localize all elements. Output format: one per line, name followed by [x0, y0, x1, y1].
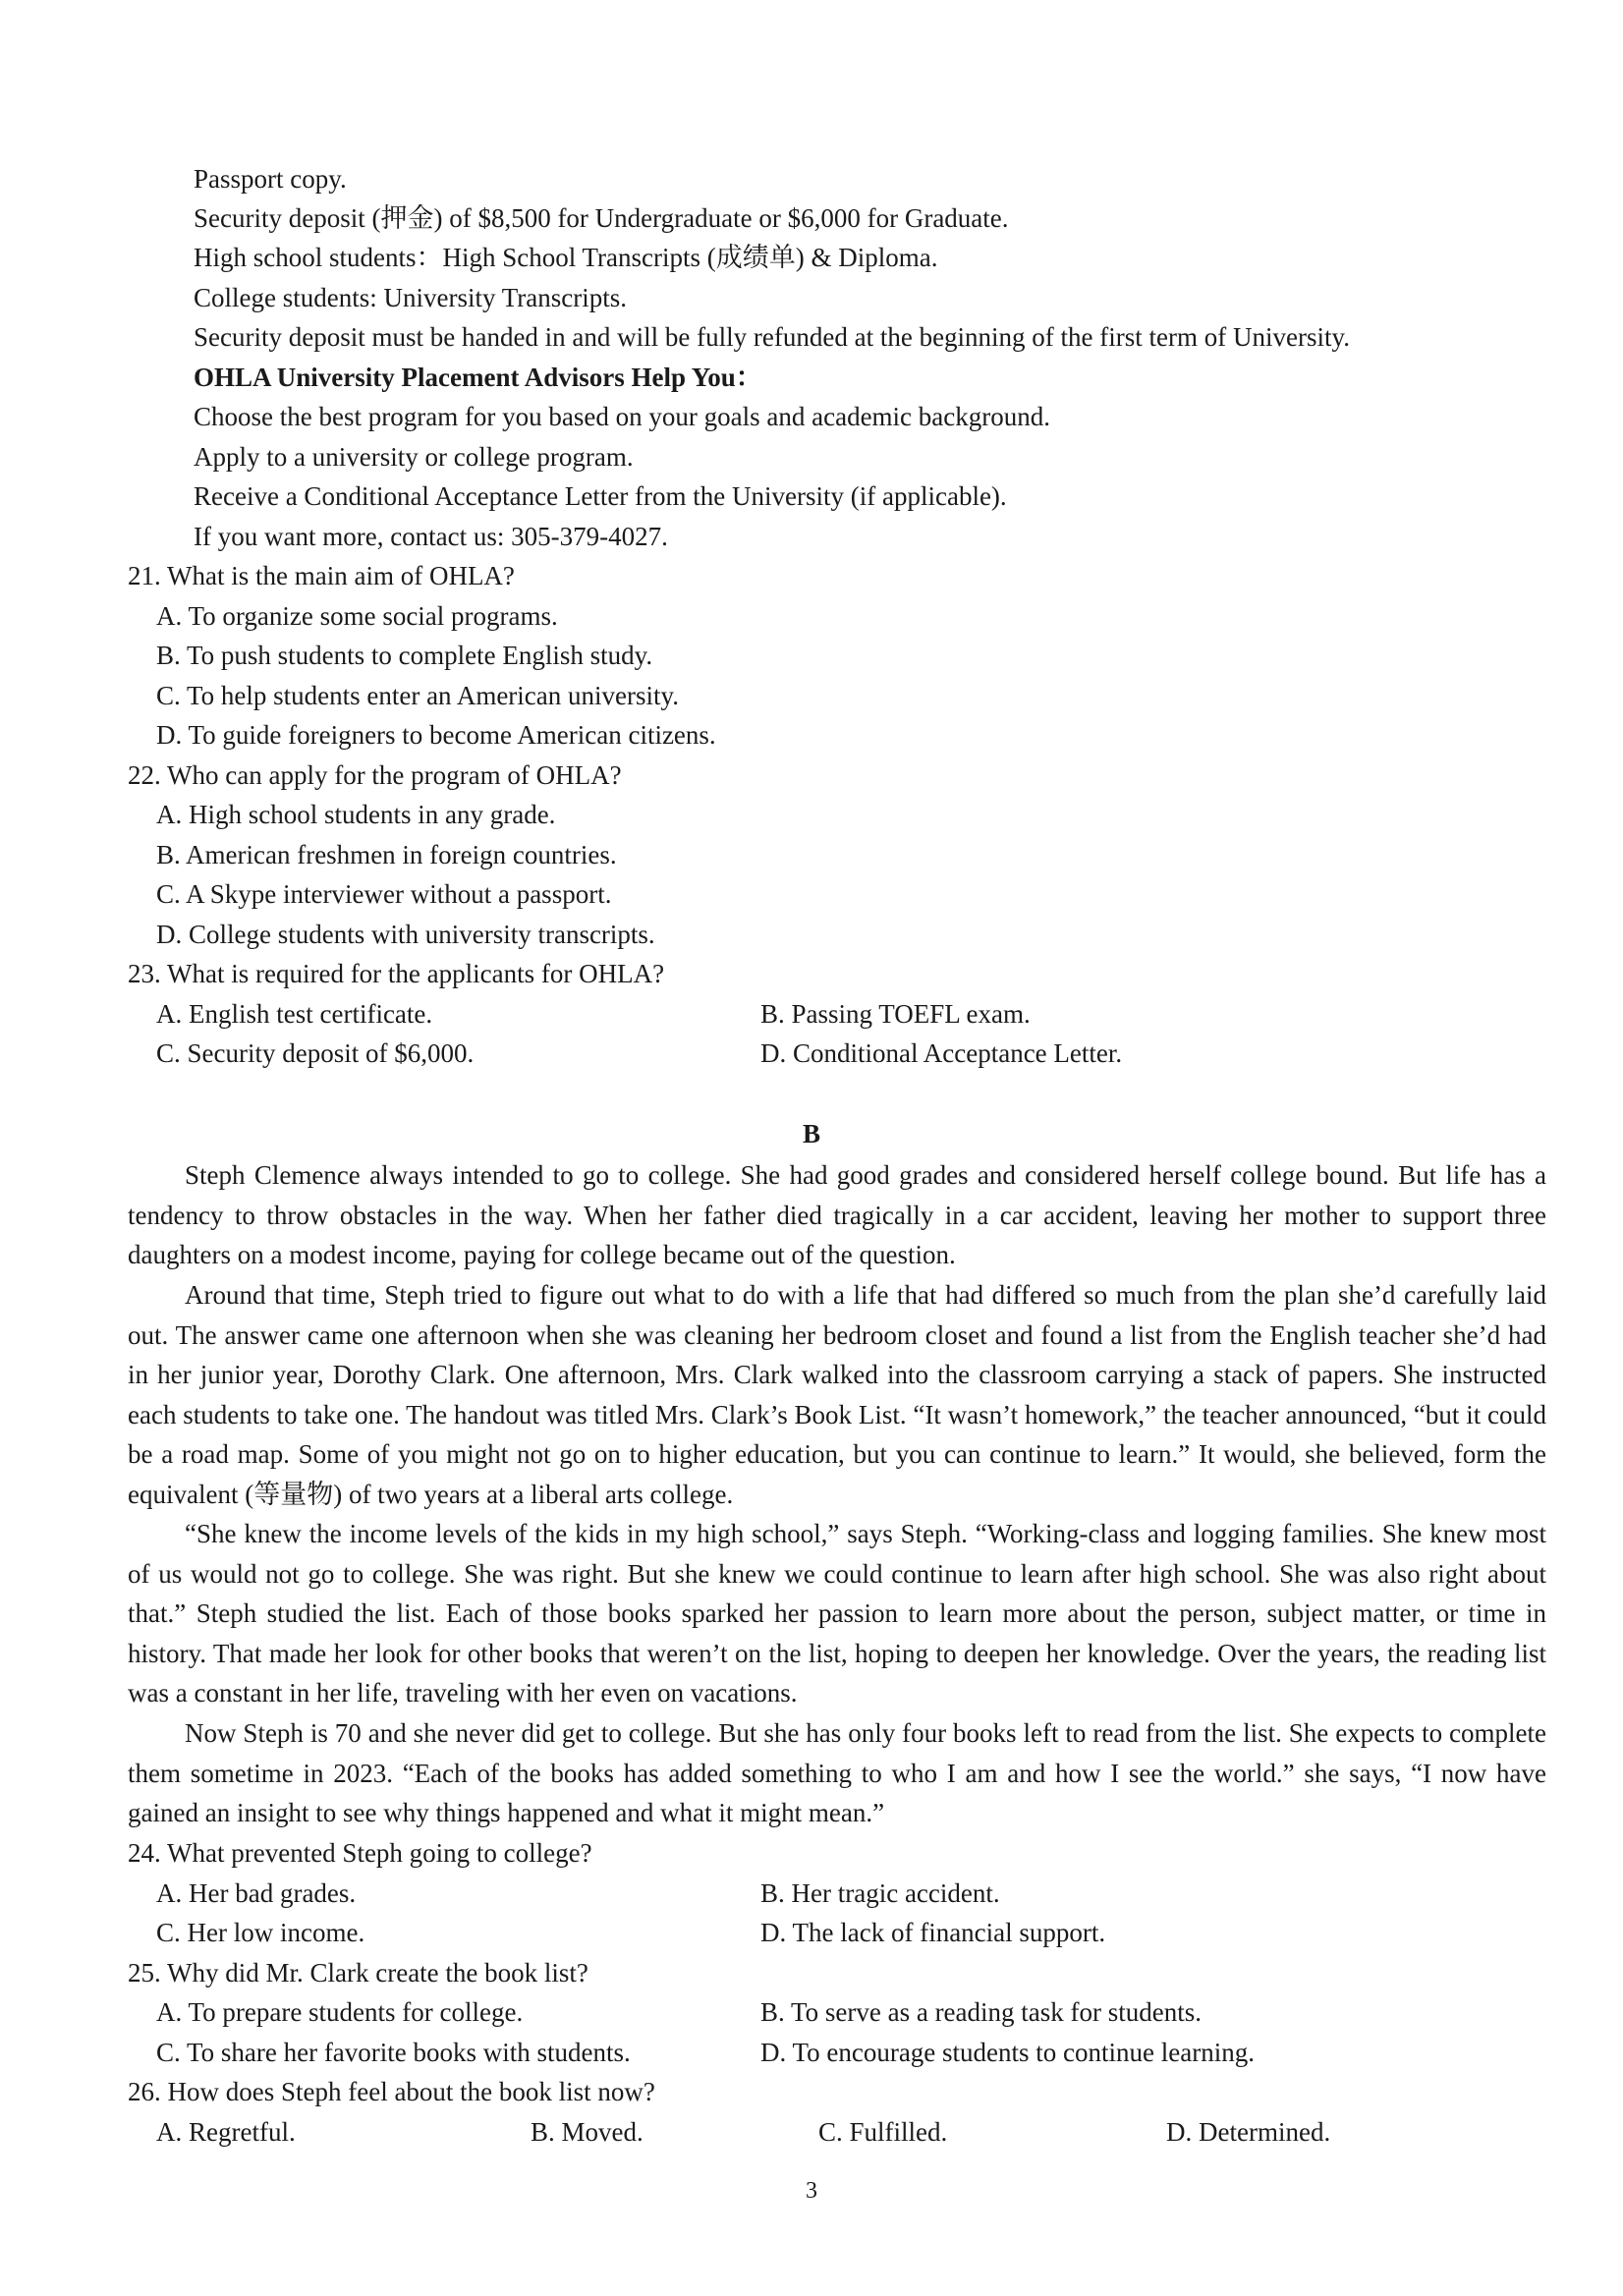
page-number: 3	[806, 2178, 817, 2204]
question-stem: 24. What prevented Steph going to college?	[128, 1838, 592, 1868]
answer-option: A. Regretful.	[156, 2117, 296, 2147]
answer-option: D. To guide foreigners to become American citizens.	[156, 720, 716, 750]
answer-option: D. To encourage students to continue learning.	[760, 2038, 1255, 2067]
passage-paragraph: Steph Clemence always intended to go to college. She had good grades and considered herself college bound. But life has a tendency to throw obstacles in the way. When her father died tragically in a car accident, leaving her mother to support three daughters on a modest income, paying for college became out of the question.	[128, 1160, 1546, 1270]
answer-option: A. Her bad grades.	[156, 1878, 357, 1908]
answer-option: C. Security deposit of $6,000.	[156, 1038, 475, 1068]
answer-option: A. To prepare students for college.	[156, 1997, 524, 2027]
passage-paragraph: Now Steph is 70 and she never did get to college. But she has only four books left to read from the list. She expects to complete them sometime in 2023. “Each of the books has added something to who I am and how I see the world.” she says, “I now have gained an insight to see why things happened and what it might mean.”	[128, 1718, 1546, 1828]
question-stem: 26. How does Steph feel about the book list now?	[128, 2077, 655, 2106]
passage-paragraph: Around that time, Steph tried to figure out what to do with a life that had differed so much from the plan she’d carefully laid out. The answer came one afternoon when she was cleaning her bedroom closet and found a list from the English teacher she’d had in her junior year, Dorothy Clark. One afternoon, Mrs. Clark walked into the classroom carrying a stack of papers. She instructed each students to take one. The handout was titled Mrs. Clark’s Book List. “It wasn’t homework,” the teacher announced, “but it could be a road map. Some of you might not go on to higher education, but you can continue to learn.” It would, she believed, form the equivalent (等量物) of two years at a liberal arts college.	[128, 1280, 1546, 1509]
answer-option: C. Her low income.	[156, 1918, 365, 1947]
answer-option: D. Conditional Acceptance Letter.	[760, 1038, 1123, 1068]
intro-line: Passport copy.	[194, 164, 347, 194]
answer-option: D. College students with university transcripts.	[156, 920, 655, 949]
intro-line: Security deposit (押金) of $8,500 for Undergraduate or $6,000 for Graduate.	[194, 203, 1009, 233]
answer-option: B. Passing TOEFL exam.	[760, 999, 1031, 1029]
answer-option: B. Her tragic accident.	[760, 1878, 1000, 1908]
advisors-line: If you want more, contact us: 305-379-4027.	[194, 522, 668, 551]
answer-option: C. To help students enter an American university.	[156, 681, 679, 710]
answer-option: D. Determined.	[1166, 2117, 1331, 2147]
advisors-line: Receive a Conditional Acceptance Letter from the University (if applicable).	[194, 481, 1007, 511]
intro-line: High school students：High School Transcripts (成绩单) & Diploma.	[194, 243, 938, 272]
answer-option: A. To organize some social programs.	[156, 601, 558, 631]
answer-option: C. A Skype interviewer without a passport.	[156, 879, 612, 909]
passage-paragraph: “She knew the income levels of the kids in my high school,” says Steph. “Working-class and logging families. She knew most of us would not go to college. She was right. But she knew we could continue to learn after high school. She was also right about that.” Steph studied the list. Each of those books sparked her passion to learn more about the person, subject matter, or time in history. That made her look for other books that weren’t on the list, hoping to deepen her knowledge. Over the years, the reading list was a constant in her life, traveling with her even on vacations.	[128, 1519, 1546, 1708]
answer-option: C. To share her favorite books with students.	[156, 2038, 631, 2067]
advisors-line: Apply to a university or college program.	[194, 442, 634, 472]
question-stem: 21. What is the main aim of OHLA?	[128, 561, 515, 590]
answer-option: A. High school students in any grade.	[156, 800, 556, 829]
answer-option: B. Moved.	[531, 2117, 644, 2147]
advisors-line: Choose the best program for you based on your goals and academic background.	[194, 402, 1051, 431]
answer-option: C. Fulfilled.	[818, 2117, 948, 2147]
answer-option: B. To push students to complete English study.	[156, 641, 653, 670]
answer-option: B. American freshmen in foreign countries.	[156, 840, 617, 869]
intro-line: College students: University Transcripts.	[194, 283, 627, 312]
question-stem: 23. What is required for the applicants for OHLA?	[128, 959, 665, 988]
answer-option: D. The lack of financial support.	[760, 1918, 1106, 1947]
question-stem: 25. Why did Mr. Clark create the book list?	[128, 1958, 588, 1988]
answer-option: A. English test certificate.	[156, 999, 433, 1029]
answer-option: B. To serve as a reading task for students.	[760, 1997, 1203, 2027]
section-heading: B	[802, 1119, 820, 1148]
intro-line: Security deposit must be handed in and will be fully refunded at the beginning of the first term of University.	[194, 322, 1350, 352]
advisors-heading: OHLA University Placement Advisors Help You：	[194, 363, 762, 392]
question-stem: 22. Who can apply for the program of OHLA?	[128, 760, 622, 790]
